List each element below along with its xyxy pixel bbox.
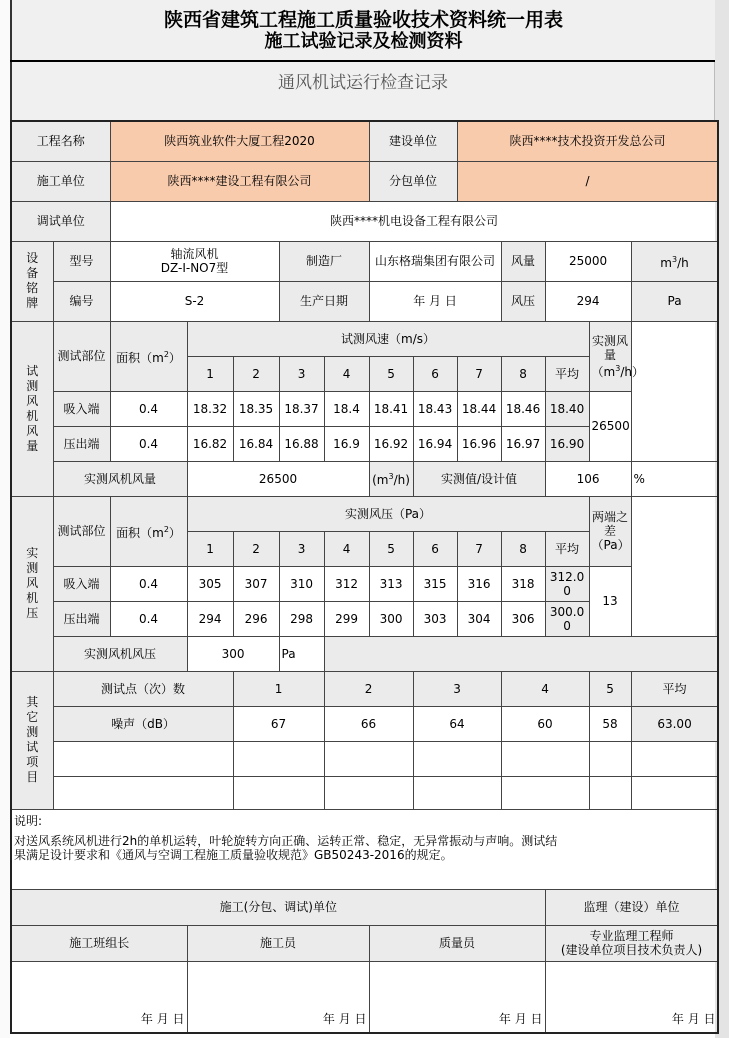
area-cell[interactable]: 0.4 (110, 426, 187, 461)
supervising-engineer-signature[interactable]: 年 月 日 (545, 961, 718, 1033)
pressure-col-6: 6 (413, 531, 457, 566)
noise-cell[interactable]: 67 (233, 706, 324, 741)
notes-cell[interactable] (11, 809, 718, 889)
speed-cell[interactable]: 16.97 (501, 426, 545, 461)
speed-cell[interactable]: 18.4 (324, 391, 369, 426)
airflow-col-2: 2 (233, 356, 279, 391)
pressure-col-8: 8 (501, 531, 545, 566)
empty-row (11, 741, 718, 776)
empty-cell[interactable] (501, 776, 589, 809)
date-value[interactable]: 年 月 日 (369, 281, 501, 321)
notes-line-2: 果满足设计要求和《通风与空调工程施工质量验收规范》GB50243-2016的规定。 (14, 847, 453, 862)
builder-label: 建设单位 (369, 121, 457, 161)
airflow-part-header: 测试部位 (53, 321, 110, 391)
tuning-unit-value[interactable]: 陕西****机电设备工程有限公司 (110, 201, 718, 241)
notes-line-1: 对送风系统风机进行2h的单机运转，叶轮旋转方向正确、运转正常、稳定，无异常振动与声响。测试结 (14, 833, 558, 848)
pressure-col-5: 5 (369, 531, 413, 566)
team-leader-signature[interactable]: 年 月 日 (11, 961, 187, 1033)
airflow-ratio-unit: % (631, 461, 718, 496)
airflow-col-1: 1 (187, 356, 233, 391)
subcontractor-value[interactable]: / (457, 161, 718, 201)
noise-label: 噪声（dB） (53, 706, 233, 741)
empty-cell[interactable] (53, 776, 233, 809)
constructor-label: 施工员 (187, 925, 369, 961)
title-banner (10, 0, 715, 60)
airflow-col-8: 8 (501, 356, 545, 391)
airflow-row-inlet (11, 391, 718, 426)
subcontractor-label: 分包单位 (369, 161, 457, 201)
noise-cell[interactable]: 60 (501, 706, 589, 741)
airflow-total-label: 实测风机风量 (53, 461, 187, 496)
row-name: 压出端 (53, 601, 110, 636)
speed-avg-cell: 16.90 (545, 426, 589, 461)
other-section-label: 其 它 测 试 项 目 (11, 671, 53, 809)
pressure-cell[interactable]: 300 (369, 601, 413, 636)
speed-cell[interactable]: 18.32 (187, 391, 233, 426)
pressure-cell[interactable]: 310 (279, 566, 324, 601)
empty-cell[interactable] (324, 741, 413, 776)
speed-cell[interactable]: 16.9 (324, 426, 369, 461)
pressure-cell[interactable]: 316 (457, 566, 501, 601)
pressure-measured-header: 实测风压（Pa） (187, 496, 589, 531)
pressure-col-avg: 平均 (545, 531, 589, 566)
airflow-total-value[interactable]: 26500 (187, 461, 369, 496)
supervising-engineer-label: 专业监理工程师 (建设单位项目技术负责人) (545, 925, 718, 961)
builder-value[interactable]: 陕西****技术投资开发总公司 (457, 121, 718, 161)
flow-value[interactable]: 25000 (545, 241, 631, 281)
airflow-measured-header: 实测风量 $(m^3/h)$ (589, 321, 631, 391)
airflow-ratio-value[interactable]: 106 (545, 461, 631, 496)
pressure-diff-cell[interactable]: 13 (589, 566, 631, 636)
pressure-col-4: 4 (324, 531, 369, 566)
empty-row (11, 776, 718, 809)
empty-cell[interactable] (589, 741, 631, 776)
speed-cell[interactable]: 18.41 (369, 391, 413, 426)
pressure-avg-cell: 312.0 0 (545, 566, 589, 601)
contractor-value[interactable]: 陕西****建设工程有限公司 (110, 161, 369, 201)
pressure-label: 风压 (501, 281, 545, 321)
pressure-part-header: 测试部位 (53, 496, 110, 566)
pressure-cell[interactable]: 294 (187, 601, 233, 636)
pressure-cell[interactable]: 299 (324, 601, 369, 636)
sub-title: 施工试验记录及检测资料 (264, 31, 463, 52)
pressure-cell[interactable]: 307 (233, 566, 279, 601)
empty-cell[interactable] (233, 776, 324, 809)
point-col-avg: 平均 (631, 671, 718, 706)
point-col-3: 3 (413, 671, 501, 706)
project-name-label: 工程名称 (11, 121, 110, 161)
pressure-col-7: 7 (457, 531, 501, 566)
noise-row (11, 706, 718, 741)
supervision-unit-header: 监理（建设）单位 (545, 889, 718, 925)
contractor-label: 施工单位 (11, 161, 110, 201)
form-title-banner (10, 62, 715, 120)
noise-cell[interactable]: 64 (413, 706, 501, 741)
pressure-total-unit: Pa (279, 636, 324, 671)
row-name: 压出端 (53, 426, 110, 461)
empty-cell[interactable] (413, 741, 501, 776)
pressure-cell[interactable]: 296 (233, 601, 279, 636)
speed-cell[interactable]: 16.96 (457, 426, 501, 461)
pressure-cell[interactable]: 305 (187, 566, 233, 601)
noise-avg-cell: 63.00 (631, 706, 718, 741)
speed-cell[interactable]: 18.44 (457, 391, 501, 426)
airflow-area-header: 面积$(m^2)$ (110, 321, 187, 391)
nameplate-section-label: 设 备 铭 牌 (11, 241, 53, 321)
project-name-value[interactable]: 陕西筑业软件大厦工程2020 (110, 121, 369, 161)
maker-label: 制造厂 (279, 241, 369, 281)
pressure-value[interactable]: 294 (545, 281, 631, 321)
constructor-signature[interactable]: 年 月 日 (187, 961, 369, 1033)
quality-inspector-signature[interactable]: 年 月 日 (369, 961, 545, 1033)
empty-cell[interactable] (631, 776, 718, 809)
speed-cell[interactable]: 18.35 (233, 391, 279, 426)
pressure-section-label: 实 测 风 机 压 (11, 496, 53, 671)
speed-cell[interactable]: 16.84 (233, 426, 279, 461)
airflow-total-unit: $(m^3/h)$ (369, 461, 413, 496)
pressure-cell[interactable]: 303 (413, 601, 457, 636)
main-title: 陕西省建筑工程施工质量验收技术资料统一用表 (163, 9, 563, 31)
airflow-speed-header: 试测风速（m/s） (187, 321, 589, 356)
pressure-unit: Pa (631, 281, 718, 321)
area-cell[interactable]: 0.4 (110, 391, 187, 426)
point-col-5: 5 (589, 671, 631, 706)
pressure-total-label: 实测风机风压 (53, 636, 187, 671)
airflow-col-6: 6 (413, 356, 457, 391)
empty-cell[interactable] (233, 741, 324, 776)
pressure-cell[interactable]: 318 (501, 566, 545, 601)
point-col-2: 2 (324, 671, 413, 706)
row-name: 吸入端 (53, 391, 110, 426)
speed-cell[interactable]: 16.92 (369, 426, 413, 461)
empty-cell[interactable] (413, 776, 501, 809)
noise-cell[interactable]: 66 (324, 706, 413, 741)
pressure-cell[interactable]: 313 (369, 566, 413, 601)
pressure-col-1: 1 (187, 531, 233, 566)
model-label: 型号 (53, 241, 110, 281)
speed-cell[interactable]: 18.43 (413, 391, 457, 426)
model-value[interactable]: 轴流风机 DZ-I-NO7型 (110, 241, 279, 281)
airflow-ratio-label: 实测值/设计值 (413, 461, 545, 496)
form-title: 通风机试运行检查记录 (278, 73, 448, 93)
pressure-cell[interactable]: 315 (413, 566, 457, 601)
pressure-total-blank (324, 636, 718, 671)
pressure-col-3: 3 (279, 531, 324, 566)
pressure-row-inlet (11, 566, 718, 601)
team-leader-label: 施工班组长 (11, 925, 187, 961)
flow-unit: $m^3/h$ (631, 241, 718, 281)
tuning-unit-label: 调试单位 (11, 201, 110, 241)
notes-label: 说明: (14, 813, 43, 828)
maker-value[interactable]: 山东格瑞集团有限公司 (369, 241, 501, 281)
pressure-cell[interactable]: 304 (457, 601, 501, 636)
construction-unit-header: 施工(分包、调试)单位 (11, 889, 545, 925)
empty-cell[interactable] (589, 776, 631, 809)
empty-cell[interactable] (501, 741, 589, 776)
pressure-cell[interactable]: 312 (324, 566, 369, 601)
measured-airflow-cell[interactable]: 26500 (589, 391, 631, 461)
pressure-total-value[interactable]: 300 (187, 636, 279, 671)
row-name: 吸入端 (53, 566, 110, 601)
point-col-4: 4 (501, 671, 589, 706)
area-cell[interactable]: 0.4 (110, 601, 187, 636)
sheet-row-gutter (0, 0, 10, 1038)
inspection-form-table (10, 120, 719, 1034)
airflow-col-3: 3 (279, 356, 324, 391)
empty-cell[interactable] (324, 776, 413, 809)
pressure-avg-cell: 300.0 0 (545, 601, 589, 636)
noise-cell[interactable]: 58 (589, 706, 631, 741)
empty-cell[interactable] (631, 741, 718, 776)
serial-value[interactable]: S-2 (110, 281, 279, 321)
speed-cell[interactable]: 18.46 (501, 391, 545, 426)
airflow-section-label: 试 测 风 机 风 量 (11, 321, 53, 496)
speed-cell[interactable]: 18.37 (279, 391, 324, 426)
quality-inspector-label: 质量员 (369, 925, 545, 961)
speed-cell[interactable]: 16.94 (413, 426, 457, 461)
airflow-col-4: 4 (324, 356, 369, 391)
point-col-1: 1 (233, 671, 324, 706)
date-label: 生产日期 (279, 281, 369, 321)
test-points-label: 测试点（次）数 (53, 671, 233, 706)
pressure-cell[interactable]: 306 (501, 601, 545, 636)
airflow-col-5: 5 (369, 356, 413, 391)
pressure-area-header: 面积$(m^2)$ (110, 496, 187, 566)
flow-label: 风量 (501, 241, 545, 281)
airflow-col-7: 7 (457, 356, 501, 391)
pressure-cell[interactable]: 298 (279, 601, 324, 636)
airflow-col-avg: 平均 (545, 356, 589, 391)
speed-avg-cell: 18.40 (545, 391, 589, 426)
pressure-col-2: 2 (233, 531, 279, 566)
serial-label: 编号 (53, 281, 110, 321)
pressure-diff-header: 两端之差 （Pa） (589, 496, 631, 566)
empty-cell[interactable] (53, 741, 233, 776)
area-cell[interactable]: 0.4 (110, 566, 187, 601)
speed-cell[interactable]: 16.88 (279, 426, 324, 461)
speed-cell[interactable]: 16.82 (187, 426, 233, 461)
